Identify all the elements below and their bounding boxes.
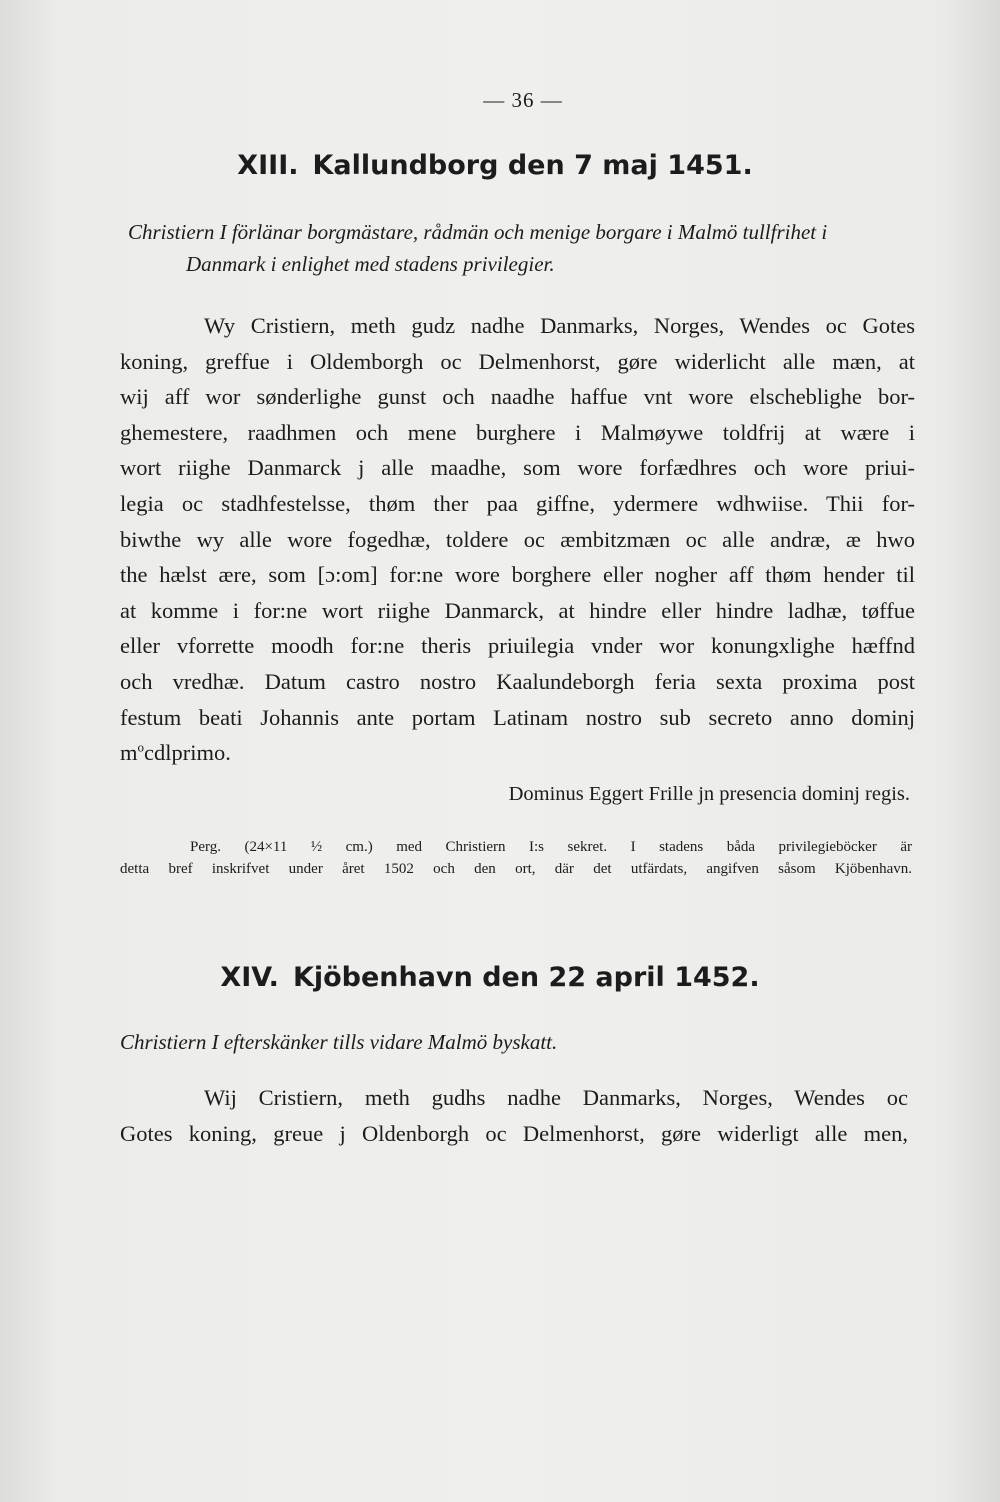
summary-line: Danmark i enlighet med stadens privilegier. <box>186 252 555 276</box>
document-summary: Christiern I efterskänker tills vidare Malmö byskatt. <box>120 1030 558 1054</box>
body-line: Gotes koning, greue j Oldenborgh oc Delmenhorst, gøre widerligt alle men, <box>120 1120 908 1146</box>
body-line: och vredhæ. Datum castro nostro Kaalundeborgh feria sexta proxima post <box>120 668 915 694</box>
body-line: wort riighe Danmarck j alle maadhe, som wore forfædhres och wore priui- <box>120 455 915 481</box>
note-line: Perg. (24×11 ½ cm.) med Christiern I:s sekret. I stadens båda privilegieböcker är <box>190 839 912 855</box>
date-superscript: o <box>137 739 145 755</box>
document-title: Kjöbenhavn den 22 april 1452. <box>292 962 760 993</box>
document-number: XIV. <box>220 962 279 993</box>
document-number: XIII. <box>237 150 299 181</box>
signature-line: Dominus Eggert Frille jn presencia dominj regis. <box>508 783 910 805</box>
summary-line: Christiern I förlänar borgmästare, rådmän och menige borgare i Malmö tullfrihet i <box>128 220 828 244</box>
document-summary <box>120 216 920 280</box>
body-line: legia oc stadhfestelsse, thøm ther paa giffne, ydermere wdhwiise. Thii for- <box>120 490 915 516</box>
document-body-text <box>120 308 915 771</box>
body-line: Wy Cristiern, meth gudz nadhe Danmarks, Norges, Wendes oc Gotes <box>204 313 915 338</box>
body-line: the hælst ære, som [ɔ:om] for:ne wore borghere eller nogher aff thøm hender til <box>120 562 915 588</box>
date-text-base: m <box>120 740 138 766</box>
document-heading-xiii <box>60 150 930 181</box>
page-number: — 36 — <box>483 88 563 112</box>
document-body-text <box>120 1080 908 1151</box>
body-line: koning, greffue i Oldemborgh oc Delmenhorst, gøre widerlicht alle mæn, at <box>120 348 915 374</box>
body-line: eller vforrette moodh for:ne theris priuilegia vnder wor konungxlighe hæffnd <box>120 633 915 659</box>
body-line: ghemestere, raadhmen och mene burghere i Malmøywe toldfrij at wære i <box>120 419 915 445</box>
document-heading-xiv <box>60 962 920 993</box>
note-line: detta bref inskrifvet under året 1502 och den ort, där det utfärdats, angifven såsom Kjöbenhavn. <box>120 861 912 877</box>
source-note <box>120 836 912 880</box>
body-line-date <box>120 735 915 771</box>
date-text-rest: cdlprimo. <box>144 740 231 766</box>
body-line: wij aff wor sønderlighe gunst och naadhe haffue vnt wore elscheblighe bor- <box>120 384 915 410</box>
document-title: Kallundborg den 7 maj 1451. <box>312 150 753 181</box>
body-line: at komme i for:ne wort riighe Danmarck, at hindre eller hindre ladhæ, tøffue <box>120 597 915 623</box>
body-line: Wij Cristiern, meth gudhs nadhe Danmarks, Norges, Wendes oc <box>204 1085 908 1110</box>
body-line: festum beati Johannis ante portam Latinam nostro sub secreto anno dominj <box>120 704 915 730</box>
body-line: biwthe wy alle wore fogedhæ, toldere oc æmbitzmæn oc alle andræ, æ hwo <box>120 526 915 552</box>
